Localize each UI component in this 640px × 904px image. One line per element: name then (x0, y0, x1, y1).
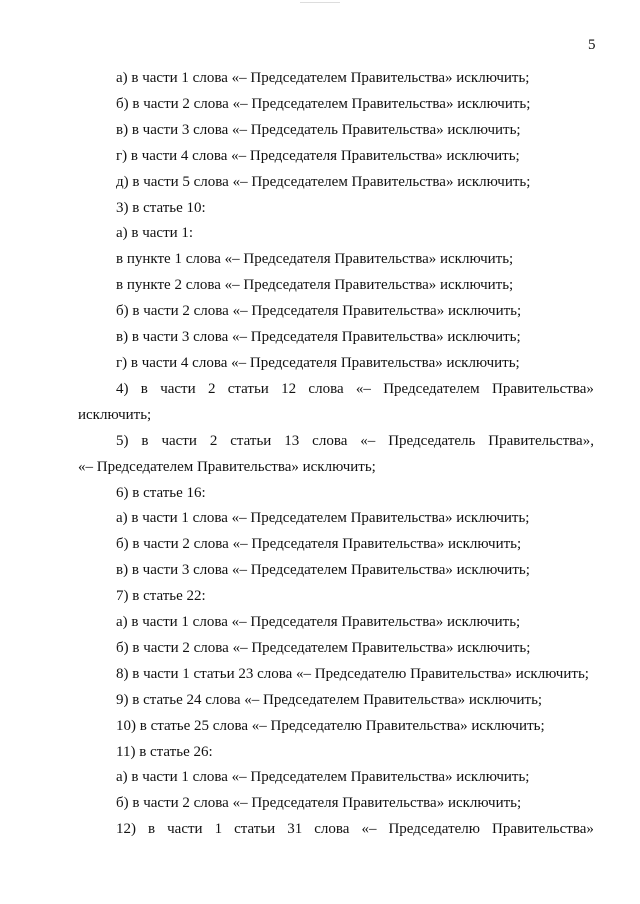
list-item: а) в части 1 слова «– Председателем Правительства» исключить; (116, 510, 530, 527)
item-5-continuation: «– Председателем Правительства» исключить; (78, 458, 376, 475)
page-number: 5 (588, 37, 596, 53)
list-item: б) в части 2 слова «– Председателем Правительства» исключить; (116, 95, 531, 112)
list-item: 8) в части 1 статьи 23 слова «– Председателю Правительства» исключить; (116, 665, 589, 682)
list-item: б) в части 2 слова «– Председателем Правительства» исключить; (116, 639, 531, 656)
list-item: 3) в статье 10: (116, 199, 206, 216)
list-item: 11) в статье 26: (116, 743, 213, 760)
list-item: 9) в статье 24 слова «– Председателем Правительства» исключить; (116, 691, 543, 708)
list-item: а) в части 1: (116, 225, 194, 242)
list-item: в пункте 2 слова «– Председателя Правительства» исключить; (116, 277, 514, 294)
list-item: 10) в статье 25 слова «– Председателю Правительства» исключить; (116, 717, 545, 734)
list-item: г) в части 4 слова «– Председателя Правительства» исключить; (116, 354, 520, 371)
list-item: 6) в статье 16: (116, 484, 206, 501)
list-item: в) в части 3 слова «– Председателя Правительства» исключить; (116, 329, 521, 346)
list-item: 7) в статье 22: (116, 588, 206, 605)
list-item: в) в части 3 слова «– Председатель Правительства» исключить; (116, 121, 521, 138)
scan-mark (300, 2, 340, 3)
list-item: а) в части 1 слова «– Председателем Правительства» исключить; (116, 70, 530, 86)
list-item: а) в части 1 слова «– Председателем Правительства» исключить; (116, 769, 530, 786)
item-4-continuation: исключить; (78, 406, 152, 423)
item-5-line: 5) в части 2 статьи 13 слова «– Председатель Правительства», (116, 432, 594, 449)
item-12-line: 12) в части 1 статьи 31 слова «– Председателю Правительства» (116, 821, 594, 838)
item-4-line: 4) в части 2 статьи 12 слова «– Председателем Правительства» (116, 380, 594, 397)
list-item: в пункте 1 слова «– Председателя Правительства» исключить; (116, 251, 514, 268)
list-item: б) в части 2 слова «– Председателя Правительства» исключить; (116, 303, 522, 320)
list-item: б) в части 2 слова «– Председателя Правительства» исключить; (116, 536, 522, 553)
list-item: а) в части 1 слова «– Председателя Правительства» исключить; (116, 614, 521, 631)
list-item: б) в части 2 слова «– Председателя Правительства» исключить; (116, 795, 522, 812)
list-item: в) в части 3 слова «– Председателем Правительства» исключить; (116, 562, 530, 579)
list-item: д) в части 5 слова «– Председателем Правительства» исключить; (116, 173, 531, 190)
list-item: г) в части 4 слова «– Председателя Правительства» исключить; (116, 147, 520, 164)
document-body (78, 66, 594, 843)
